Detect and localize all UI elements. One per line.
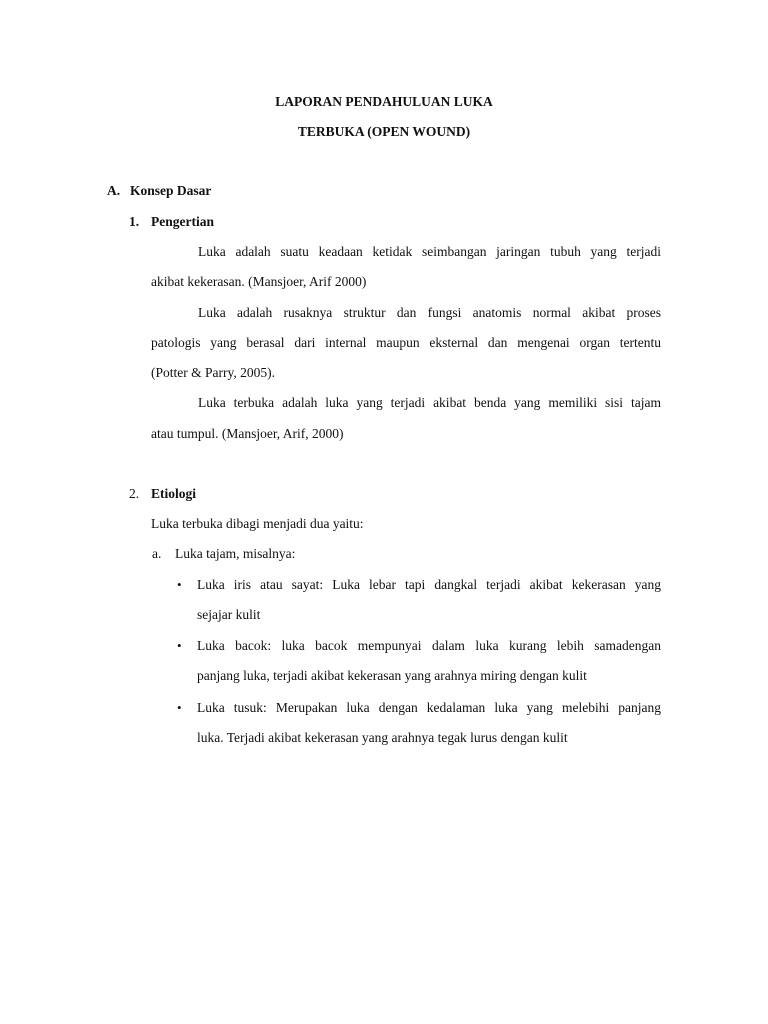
section-a-marker: A. [107, 183, 121, 198]
bullet-1-line2: sejajar kulit [197, 607, 261, 622]
document-title-line1: LAPORAN PENDAHULUAN LUKA [275, 94, 493, 109]
pengertian-para1-line1: Luka adalah suatu keadaan ketidak seimbangan jaringan tubuh yang terjadi [198, 244, 661, 259]
pengertian-para3-line1: Luka terbuka adalah luka yang terjadi akibat benda yang memiliki sisi tajam [198, 395, 661, 410]
sub-2-heading: Etiologi [151, 486, 197, 501]
bullet-1-symbol: • [177, 577, 182, 592]
section-a-heading: Konsep Dasar [130, 183, 212, 198]
bullet-3-symbol: • [177, 700, 182, 715]
sub-1-marker: 1. [129, 214, 140, 229]
pengertian-para2-line2: patologis yang berasal dari internal maupun eksternal dan mengenai organ tertentu [151, 335, 661, 350]
pengertian-para2-line1: Luka adalah rusaknya struktur dan fungsi anatomis normal akibat proses [198, 305, 661, 320]
pengertian-para2-line3: (Potter & Parry, 2005). [151, 365, 275, 380]
item-a-marker: a. [152, 546, 162, 561]
bullet-1-line1: Luka iris atau sayat: Luka lebar tapi dangkal terjadi akibat kekerasan yang [197, 577, 661, 592]
sub-2-marker: 2. [129, 486, 140, 501]
bullet-3-line1: Luka tusuk: Merupakan luka dengan kedalaman luka yang melebihi panjang [197, 700, 661, 715]
bullet-2-line2: panjang luka, terjadi akibat kekerasan yang arahnya miring dengan kulit [197, 668, 587, 683]
bullet-3-line2: luka. Terjadi akibat kekerasan yang arahnya tegak lurus dengan kulit [197, 730, 568, 745]
item-a-text: Luka tajam, misalnya: [175, 546, 296, 561]
pengertian-para3-line2: atau tumpul. (Mansjoer, Arif, 2000) [151, 426, 344, 441]
document-title-line2: TERBUKA (OPEN WOUND) [297, 124, 471, 139]
bullet-2-symbol: • [177, 638, 182, 653]
pengertian-para1-line2: akibat kekerasan. (Mansjoer, Arif 2000) [151, 274, 367, 289]
bullet-2-line1: Luka bacok: luka bacok mempunyai dalam luka kurang lebih samadengan [197, 638, 661, 653]
etiologi-intro: Luka terbuka dibagi menjadi dua yaitu: [151, 516, 364, 531]
sub-1-heading: Pengertian [151, 214, 214, 229]
